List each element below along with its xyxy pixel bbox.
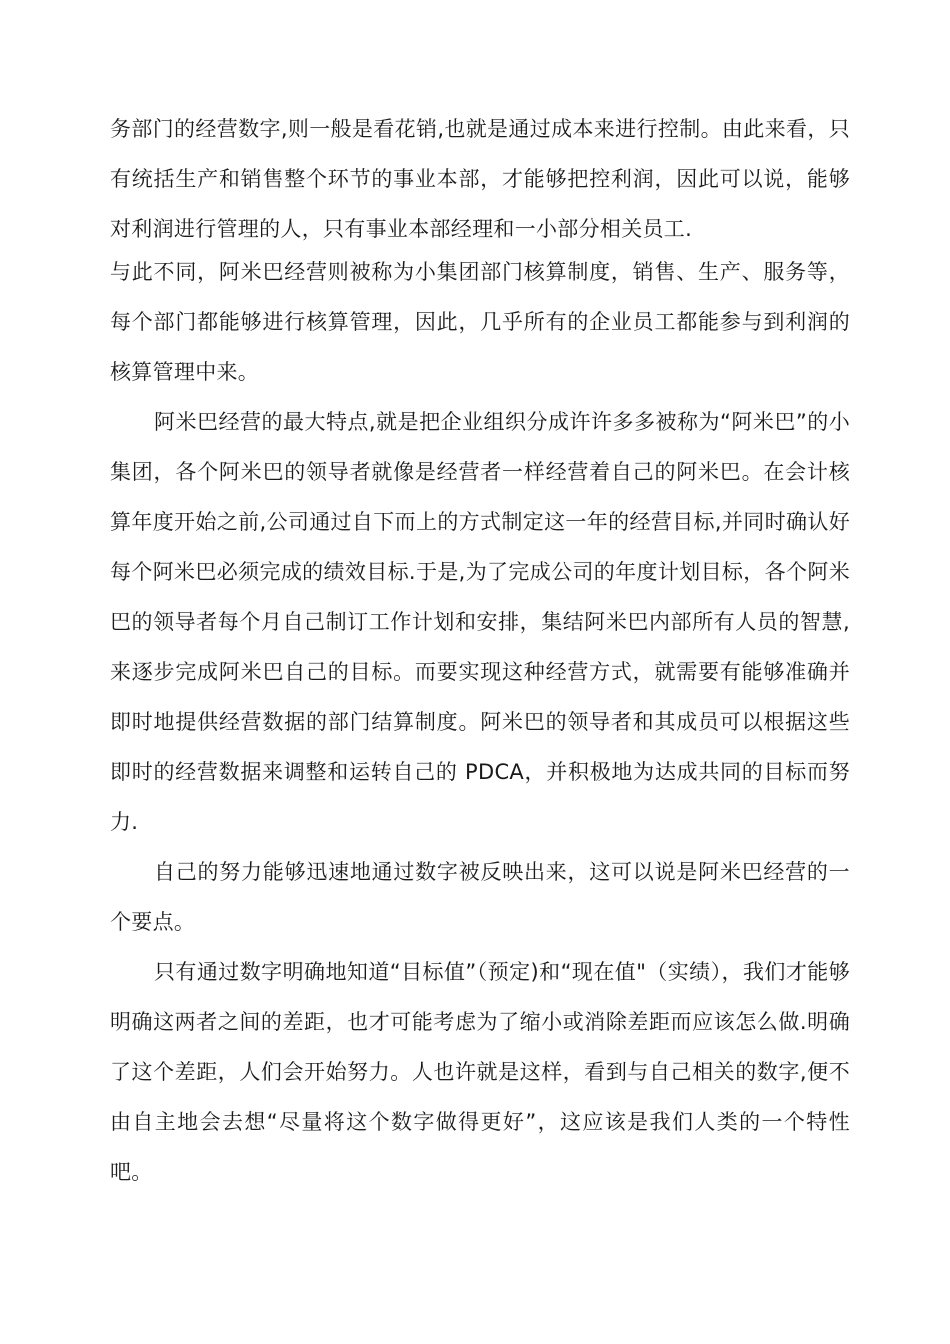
- paragraph-4: 自己的努力能够迅速地通过数字被反映出来，这可以说是阿米巴经营的一个要点。: [110, 860, 850, 934]
- document-body: [110, 111, 850, 1197]
- paragraph-1: 务部门的经营数字,则一般是看花销,也就是通过成本来进行控制。由此来看，只有统括生产和销售整个环节的事业本部，才能够把控利润，因此可以说，能够对利润进行管理的人，只有事业本部经理和一小部分相关员工.: [110, 117, 850, 241]
- paragraph-3: 阿米巴经营的最大特点,就是把企业组织分成许许多多被称为“阿米巴”的小集团，各个阿米巴的领导者就像是经营者一样经营着自己的阿米巴。在会计核算年度开始之前,公司通过自下而上的方式制定这一年的经营目标,并同时确认好每个阿米巴必须完成的绩效目标.于是,为了完成公司的年度计划目标，各个阿米巴的领导者每个月自己制订工作计划和安排，集结阿米巴内部所有人员的智慧,来逐步完成阿米巴自己的目标。而要实现这种经营方式，就需要有能够准确并即时地提供经营数据的部门结算制度。阿米巴的领导者和其成员可以根据这些即时的经营数据来调整和运转自己的 PDCA，并积极地为达成共同的目标而努力.: [110, 410, 850, 834]
- paragraph-5: 只有通过数字明确地知道“目标值”（预定)和“现在值"（实绩），我们才能够明确这两者之间的差距，也才可能考虑为了缩小或消除差距而应该怎么做.明确了这个差距，人们会开始努力。人也许就是这样，看到与自己相关的数字,便不由自主地会去想“尽量将这个数字做得更好”，这应该是我们人类的一个特性吧。: [110, 960, 850, 1184]
- paragraph-2: 与此不同，阿米巴经营则被称为小集团部门核算制度，销售、生产、服务等，每个部门都能够进行核算管理，因此，几乎所有的企业员工都能参与到利润的核算管理中来。: [110, 260, 850, 384]
